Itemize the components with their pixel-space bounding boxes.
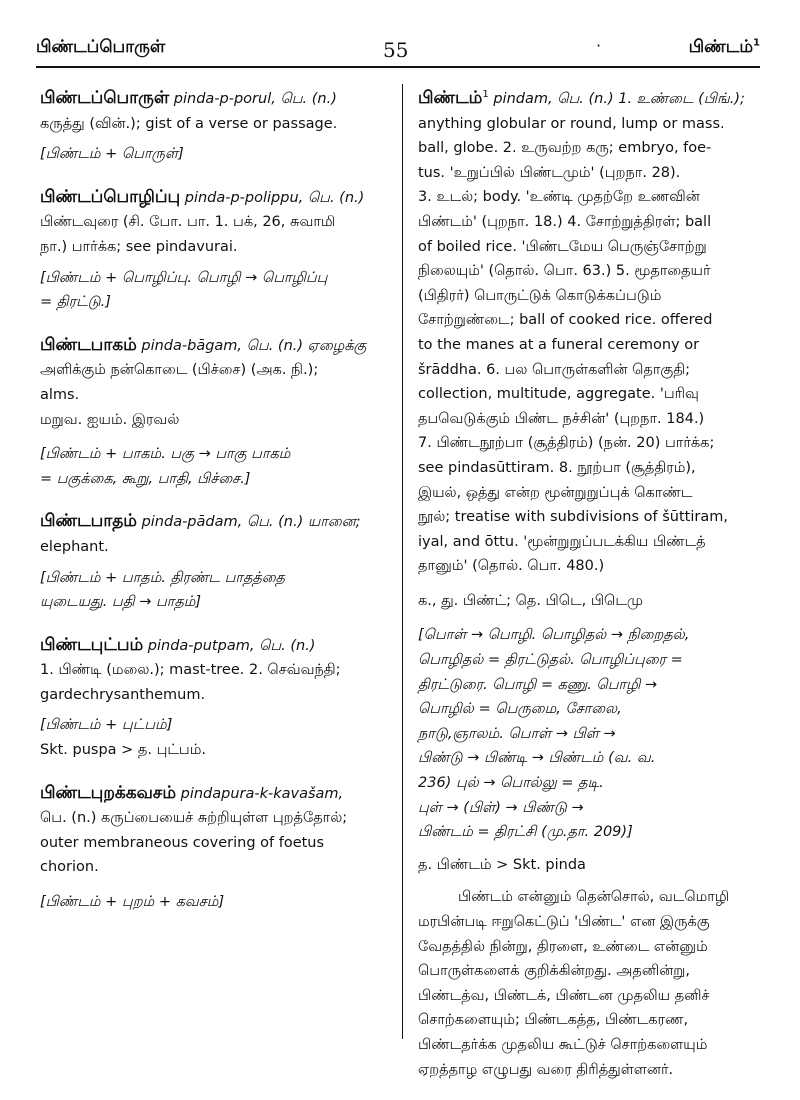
header-dot: · [596, 36, 602, 55]
entry-line: தானும்' (தொல். பொ. 480.) [418, 558, 605, 575]
etymology: [பிண்டம் + புட்பம்] [40, 717, 173, 734]
entry-line: to the manes at a funeral ceremony or [418, 336, 700, 353]
entry-line: 1. பிண்டி (மலை.); mast-tree. 2. செவ்வந்தி; [40, 662, 341, 679]
etymology: [பிண்டம் + பாதம். திரண்ட பாதத்தை [40, 569, 285, 586]
entry-line: நிலையும்' (தொல். பொ. 63.) 5. மூதாதையர் [418, 263, 711, 280]
header-left-word: பிண்டப்பொருள் [36, 37, 166, 57]
entry-line: தபவெடுக்கும் பிண்ட நச்சின்' (புறநா. 184.) [418, 410, 705, 427]
sanskrit-note: Skt. puspa > த. புட்பம். [40, 742, 206, 759]
headword-superscript: 1 [482, 89, 489, 101]
etymology: [பிண்டம் + புறம் + கவசம்] [40, 894, 225, 911]
paragraph-line: பிண்டம் என்னும் தென்சொல், வடமொழி [458, 889, 730, 906]
entry-line: tus. 'உறுப்பில் பிண்டமும்' (புறநா. 28). [418, 164, 681, 181]
headword: பிண்டப்பொருள் [40, 88, 170, 108]
entry-line: அளிக்கும் நன்கொடை (பிச்சை) (அக. நி.); [40, 362, 319, 379]
sanskrit-note: த. பிண்டம் > Skt. pinda [418, 856, 586, 873]
entry-line: anything globular or round, lump or mass. [418, 115, 725, 132]
entry-line: gardechrysanthemum. [40, 686, 206, 703]
etymology: பிண்டம் = திரட்சி (மு.தா. 209)] [418, 824, 633, 841]
etymology: பொழிதல் = திரட்டுதல். பொழிப்புரை = [418, 652, 683, 669]
etymology: 236) புல் → பொல்லு = தடி. [418, 775, 604, 792]
entry-pindapporul [40, 86, 392, 167]
entry-line: பிண்டவுரை (சி. போ. பா. 1. பக், 26, சுவாமி [40, 214, 336, 231]
etymology: பிண்டு → பிண்டி → பிண்டம் (வ. வ. [418, 750, 656, 767]
etymology: [பிண்டம் + பொருள்] [40, 146, 184, 163]
entry-pindaputpam [40, 633, 392, 763]
headword: பிண்டப்பொழிப்பு [40, 186, 181, 207]
headword: பிண்டபாதம் [40, 511, 137, 532]
explanatory-paragraph [418, 885, 764, 1082]
entry-line: நா.) பார்க்க; see pindavurai. [40, 238, 238, 255]
paragraph-line: வேதத்தில் நின்று, திரளை, உண்டை என்னும் [418, 938, 708, 955]
etymology: பொழில் = பெருமை, சோலை, [418, 701, 622, 718]
entry-line: chorion. [40, 859, 99, 876]
synonyms: மறுவ. ஐயம். இரவல் [40, 411, 180, 428]
entry-pindam [418, 86, 764, 1082]
entry-line: கருத்து (வின்.); gist of a verse or passage. [40, 115, 338, 132]
entry-line: pinda-p-polippu, பெ. (n.) [184, 189, 365, 206]
entry-line: elephant. [40, 538, 109, 555]
cognates: க., து. பிண்ட்; தெ. பிடெ, பிடெமு [418, 592, 643, 609]
entry-line: (பிதிரர்) பொருட்டுக் கொடுக்கப்படும் [418, 287, 662, 304]
entry-line: iyal, and ōttu. 'மூன்றுறுப்படக்கிய பிண்டத் [418, 533, 706, 550]
right-column [418, 86, 764, 1100]
etymology: = பகுக்கை, கூறு, பாதி, பிச்சை.] [40, 470, 251, 487]
paragraph-line: ஏறத்தாழ எழுபது வரை திரித்துள்ளனர். [418, 1061, 674, 1078]
left-column [40, 86, 392, 933]
column-divider [402, 84, 403, 1039]
headword: பிண்டம் [418, 88, 483, 108]
entry-line: alms. [40, 386, 80, 403]
entry-line: pindapura-k-kavašam, [180, 785, 344, 802]
entry-pindappolippu [40, 185, 392, 315]
entry-line: pinda-pādam, பெ. (n.) யானை; [141, 514, 361, 531]
entry-line: நூல்; treatise with subdivisions of šūttiram, [418, 509, 728, 526]
etymology: = திரட்டு.] [40, 294, 111, 311]
entry-line: இயல், ஒத்து என்ற மூன்றுறுப்புக் கொண்ட [418, 484, 693, 501]
entry-line: பெ. (n.) கருப்பையைச் சுற்றியுள்ள புறத்தோல்; [40, 810, 348, 827]
paragraph-line: பிண்டதர்க்க முதலிய கூட்டுச் சொற்களையும் [418, 1036, 708, 1053]
entry-pindapurakkavasam [40, 781, 392, 915]
etymology: [பிண்டம் + பொழிப்பு. பொழி → பொழிப்பு [40, 269, 328, 286]
header-right-superscript: 1 [753, 37, 760, 49]
etymology: யுடையது. பதி → பாதம்] [40, 594, 202, 611]
headword: பிண்டபுறக்கவசம் [40, 782, 176, 803]
etymology: புள் → (பிள்) → பிண்டு → [418, 799, 584, 816]
entry-line: of boiled rice. 'பிண்டமேய பெருஞ்சோற்று [418, 238, 707, 255]
entry-line: outer membraneous covering of foetus [40, 834, 325, 851]
page-number: 55 [383, 38, 409, 62]
entry-pindapadam [40, 509, 392, 614]
etymology: நாடு,ஞாலம். பொள் → பிள் → [418, 725, 616, 742]
paragraph-line: பொருள்களைக் குறிக்கின்றது. அதனின்று, [418, 963, 690, 980]
etymology: [பிண்டம் + பாகம். பகு → பாகு பாகம் [40, 446, 291, 463]
entry-line: 7. பிண்டநூற்பா (சூத்திரம்) (நன். 20) பார்க்க; [418, 435, 715, 452]
entry-line: pinda-p-porul, பெ. (n.) [173, 91, 337, 107]
entry-line: ball, globe. 2. உருவற்ற கரு; embryo, foe- [418, 140, 712, 157]
entry-line: சோற்றுண்டை; ball of cooked rice. offered [418, 312, 713, 329]
headword: பிண்டபுட்பம் [40, 634, 144, 655]
header-right-word [689, 36, 760, 58]
entry-line: collection, multitude, aggregate. 'பரிவு [418, 386, 699, 403]
headword: பிண்டபாகம் [40, 334, 137, 355]
entry-line: see pindasūttiram. 8. நூற்பா (சூத்திரம்), [418, 459, 696, 476]
entry-line: šrāddha. 6. பல பொருள்களின் தொகுதி; [418, 361, 691, 378]
entry-line: pinda-bāgam, பெ. (n.) ஏழைக்கு [141, 337, 367, 354]
paragraph-line: பிண்டத்வ, பிண்டக், பிண்டன முதலிய தனிச் [418, 987, 710, 1004]
paragraph-line: சொற்களையும்; பிண்டகத்த, பிண்டகரண, [418, 1012, 689, 1029]
header-right-text: பிண்டம் [688, 37, 754, 57]
entry-line: pindam, பெ. (n.) 1. உண்டை (பிங்.); [493, 91, 745, 107]
header-rule [36, 66, 760, 68]
entry-line: pinda-putpam, பெ. (n.) [147, 637, 316, 654]
entry-pindabagam [40, 333, 392, 492]
entry-line: 3. உடல்; body. 'உண்டி முதற்றே உணவின் [418, 189, 700, 206]
paragraph-line: மரபின்படி ஈறுகெட்டுப் 'பிண்ட' என இருக்கு [418, 914, 710, 930]
etymology: [பொள் → பொழி. பொழிதல் → நிறைதல், [418, 627, 690, 644]
entry-line: பிண்டம்' (புறநா. 18.) 4. சோற்றுத்திரள்; ball [418, 213, 712, 230]
etymology: திரட்டுரை. பொழி = கணு. பொழி → [418, 676, 658, 693]
